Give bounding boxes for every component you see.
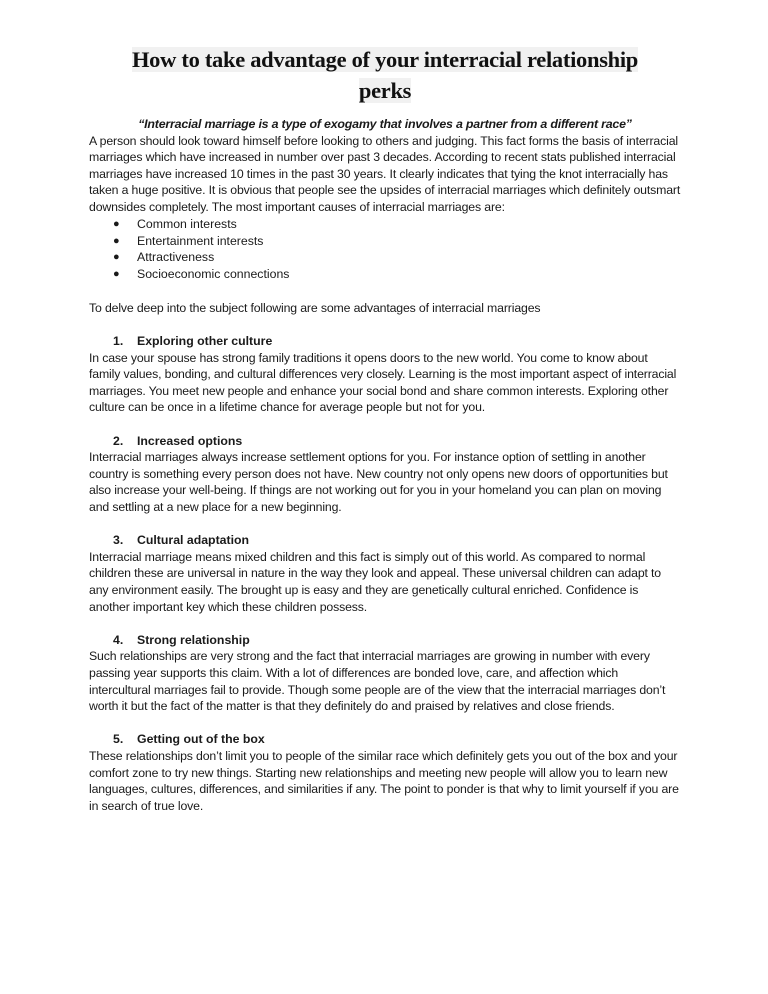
- section-heading: 5. Getting out of the box: [113, 732, 265, 747]
- section-getting-out-of-the-box: [89, 731, 681, 814]
- section-text: Interracial marriage means mixed children and this fact is simply out of this world. As compared to normal children these are universal in nature in the way they look and appeal. These universal children can adapt to any environment easily. The brought up is easy and they are genetically cultural enriched. Confidence is another important key which these children possess.: [89, 549, 661, 614]
- section-heading: 1. Exploring other culture: [113, 334, 273, 349]
- section-strong-relationship: [89, 632, 681, 715]
- bullet-icon: ●: [113, 234, 120, 247]
- section-heading: 3. Cultural adaptation: [113, 533, 250, 548]
- lead-in-paragraph: To delve deep into the subject following are some advantages of interracial marriages: [89, 300, 541, 315]
- bullet-icon: ●: [113, 217, 120, 230]
- section-heading: 4. Strong relationship: [113, 632, 250, 647]
- document-page: [89, 44, 681, 814]
- page-title: [89, 44, 681, 106]
- list-item: ● Attractiveness: [113, 250, 215, 265]
- causes-list: [89, 216, 681, 284]
- list-item: ● Socioeconomic connections: [113, 267, 290, 282]
- section-increased-options: [89, 433, 681, 516]
- bullet-icon: ●: [113, 268, 120, 281]
- section-text: In case your spouse has strong family traditions it opens doors to the new world. You come to know about family values, bonding, and cultural differences very closely. Learning is the most important aspect of interracial marriages. You meet new people and enhance your social bond and share common interests. Exploring other culture can be once in a lifetime chance for average people but not for you.: [89, 350, 677, 415]
- section-exploring-other-culture: [89, 333, 681, 416]
- title-line-2: perks: [358, 78, 412, 103]
- section-text: These relationships don’t limit you to people of the similar race which definitely gets you out of the box and your comfort zone to try new things. Starting new relationships and meeting new people will allow you to learn new languages, cultures, differences, and similarities if any. The point to ponder is that why to limit yourself if you are in search of true love.: [89, 748, 679, 813]
- list-item: ● Entertainment interests: [113, 233, 264, 248]
- section-heading: 2. Increased options: [113, 433, 243, 448]
- quote: “Interracial marriage is a type of exogamy that involves a partner from a different race”: [138, 117, 632, 131]
- list-item: ● Common interests: [113, 216, 237, 231]
- section-text: Interracial marriages always increase settlement options for you. For instance option of settling in another country is something every person does not have. New country not only opens new doors of opportunities but also increase your well-being. If things are not working out for you in your homeland you can plan on moving and settling at a new place for a new beginning.: [89, 450, 668, 515]
- title-line-1: How to take advantage of your interracial relationship: [131, 47, 639, 72]
- bullet-icon: ●: [113, 251, 120, 264]
- section-cultural-adaptation: [89, 532, 681, 615]
- section-text: Such relationships are very strong and the fact that interracial marriages are growing in number with every passing year supports this claim. With a lot of differences are bonded love, care, and affection which intercultural marriages fail to provide. Though some people are of the view that the interracial marriages don’t worth it but the fact of the matter is that they definitely do and praised by relatives and close friends.: [89, 649, 666, 714]
- intro-paragraph: A person should look toward himself before looking to others and judging. This fact forms the basis of interracial marriages which have increased in number over past 3 decades. According to recent stats published interracial marriages have increased 10 times in the past 30 years. It clearly indicates that tying the knot interracially has taken a huge positive. It is obvious that people see the upsides of interracial marriages which definitely outsmart downsides completely. The most important causes of interracial marriages are:: [89, 133, 681, 215]
